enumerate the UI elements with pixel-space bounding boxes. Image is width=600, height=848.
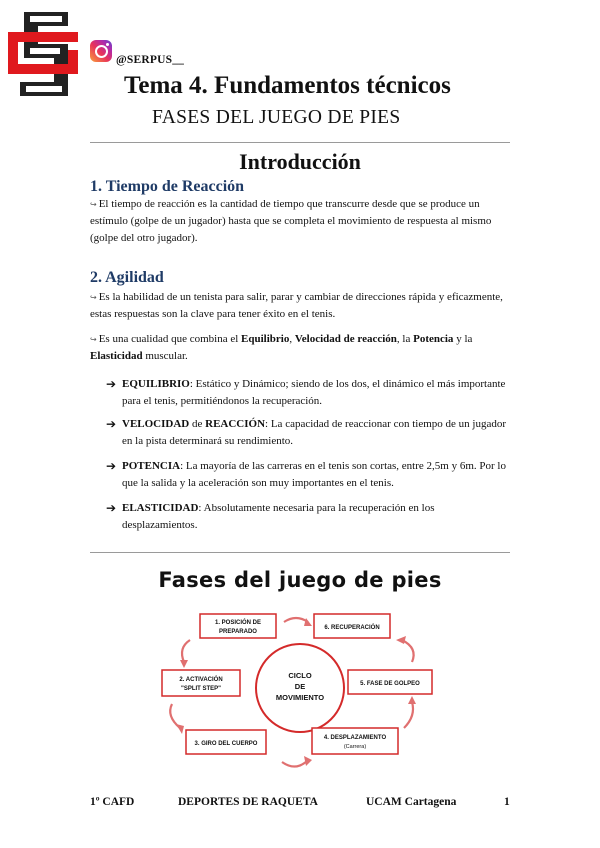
phase-1-line1: 1. POSICIÓN DE: [214, 620, 262, 626]
hook-arrow-icon: ↪: [90, 293, 97, 302]
intro-heading: Introducción: [239, 149, 361, 174]
hook-arrow-icon: ↪: [90, 335, 97, 344]
arrow-bullet-icon: ➔: [106, 501, 117, 515]
bullet-velocidad: ➔ VELOCIDAD de REACCIÓN: La capacidad de reaccionar con tiempo de un jugador en la pista determinará su rendimiento.: [106, 417, 506, 447]
footer-page-number: 1: [504, 796, 510, 808]
phase-box-4: [312, 728, 398, 754]
cycle-arrow-1: [182, 640, 190, 662]
arrowhead-4: [408, 696, 416, 704]
phase-box-2: [162, 670, 240, 696]
hook-arrow-icon: ↪: [90, 200, 97, 209]
diagram-title: Fases del juego de pies: [158, 568, 442, 592]
page-title: Tema 4. Fundamentos técnicos: [124, 72, 451, 99]
arrow-bullet-icon: ➔: [106, 417, 117, 431]
bullet-elasticidad: ➔ ELASTICIDAD: Absolutamente necesaria para la recuperación en los desplazamientos.: [106, 501, 435, 531]
phase-2-line2: "SPLIT STEP": [180, 686, 222, 692]
phase-4-line1: 4. DESPLAZAMIENTO: [323, 735, 387, 741]
divider: [90, 142, 510, 143]
phase-3-line1: 3. GIRO DEL CUERPO: [194, 741, 258, 747]
arrowhead-2: [176, 724, 184, 734]
instagram-icon: [90, 40, 112, 62]
phase-2-line1: 2. ACTIVACIÓN: [179, 677, 223, 683]
footer-subject: DEPORTES DE RAQUETA: [178, 796, 318, 808]
section2-heading: 2. Agilidad: [90, 269, 164, 286]
arrow-bullet-icon: ➔: [106, 459, 117, 473]
section2-p1: ↪ Es la habilidad de un tenista para salir, parar y cambiar de direcciones rápida y eficazmente, estas respuestas son la clave para tener éxito en el tenis.: [90, 291, 503, 320]
serpus-logo: [6, 6, 84, 106]
phase-6-line1: 6. RECUPERACIÓN: [324, 625, 380, 631]
phase-4-line2: (Carrera): [343, 744, 367, 750]
arrow-bullet-icon: ➔: [106, 377, 117, 391]
phase-5-line1: 5. FASE DE GOLPEO: [360, 681, 420, 687]
phase-1-line2: PREPARADO: [219, 629, 257, 635]
section1-heading: 1. Tiempo de Reacción: [90, 178, 245, 195]
cycle-arrow-2: [170, 704, 180, 728]
cycle-label-2: DE: [294, 682, 306, 691]
cycle-label-3: MOVIMIENTO: [275, 693, 325, 702]
social-handle: @SERPUS__: [116, 54, 185, 66]
arrowhead-3: [304, 756, 312, 766]
cycle-arrow-6: [284, 618, 308, 622]
footer-university: UCAM Cartagena: [366, 796, 457, 808]
section1-text: ↪ El tiempo de reacción es la cantidad de tiempo que transcurre desde que se produce un estímulo (golpe de un jugador) hasta que se completa el movimiento de respuesta al mismo (golpe del otro jugador).: [90, 198, 492, 244]
divider: [90, 552, 510, 553]
cycle-arrow-3: [282, 760, 308, 767]
footer-course: 1º CAFD: [90, 796, 135, 808]
arrowhead-5: [396, 636, 406, 644]
bullet-equilibrio: ➔ EQUILIBRIO: Estático y Dinámico; siendo de los dos, el dinámico el más importante para el tenis, permitiéndonos la recuperación.: [106, 377, 506, 407]
cycle-arrow-4: [404, 702, 413, 728]
arrowhead-1: [180, 660, 188, 668]
section2-p2: ↪ Es una cualidad que combina el Equilibrio, Velocidad de reacción, la Potencia y la Elasticidad muscular.: [90, 333, 473, 362]
movement-cycle-diagram: [150, 600, 450, 780]
bullet-potencia: ➔ POTENCIA: La mayoría de las carreras en el tenis son cortas, entre 2,5m y 6m. Por lo que la salida y la aceleración son muy importantes en el tenis.: [106, 459, 506, 489]
page-subtitle: FASES DEL JUEGO DE PIES: [152, 107, 401, 128]
cycle-label-1: CICLO: [288, 671, 312, 680]
